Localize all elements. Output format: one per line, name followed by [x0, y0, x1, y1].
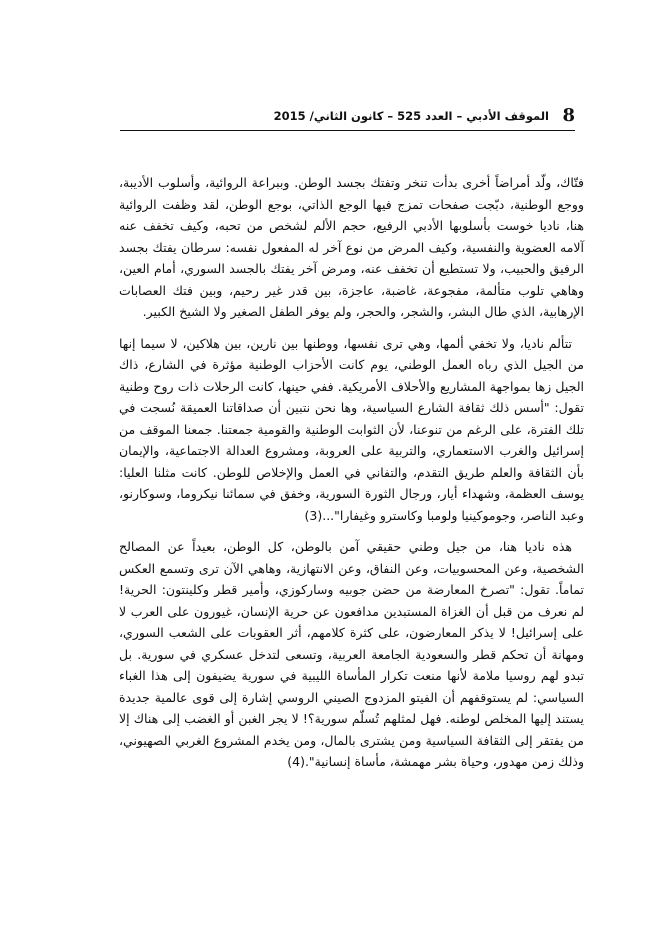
page-header [120, 105, 575, 130]
paragraph-3: هذه ناديا هنا، من جيل وطني حقيقي آمن بالوطن، كل الوطن، بعيداً عن المصالح الشخصية، وعن المحسوبيات، وعن النفاق، وعن الانتهازية، وهاهي الآن ترى وتسمع العكس تماماً. تقول: "تصرخ المعارضة من حضن جوبيه وساركوزي، وأمير قطر وكلينتون: الحرية! لم نعرف من قبل أن الغزاة المستبدين مدافعون عن حرية الإنسان، غيورون على العرب لا على إسرائيل! لا يذكر المعارضون، على كثرة كلامهم، أثر العقوبات على الشعب السوري، ومهانة أن تحكم قطر والسعودية الجامعة العربية، وتسعى لتدخل عسكري في سورية. بل تبدو لهم روسيا ملامة لأنها منعت تكرار المأساة الليبية في سورية يضيفون إلى هذا الغباء السياسي: لم يستوقفهم أن الفيتو المزدوج الصيني الروسي إشارة إلى قوى عالمية جديدة يستند إليها المخلص لوطنه. فهل لمثلهم تُسلّم سورية؟! لا يجر الغبن أو الغضب إلى هناك إلا من يفتقر إلى الثقافة السياسية ومن يشترى بالمال، ومن يخدم المشروع الغربي الصهيوني، وذلك زمن مهدور، وحياة بشر مهمشة، مأساة إنسانية".(4) [119, 539, 584, 769]
paragraph-1: فتّاك، ولّد أمراضاً أخرى بدأت تنخر وتفتك بجسد الوطن. وببراعة الروائية، وأسلوب الأديبة، ووجع الوطنية، دبّجت صفحات تمزج فيها الوجع الذاتي، بوجع الوطن، لقد وظفت الروائية هنا، ناديا خوست بأسلوبها الأدبي الرفيع، حجم الألم لشخص من تحبه، وكيف تخفف عنه آلامه العضوية والنفسية، وكيف المرض من نوع آخر له المفعول نفسه: سرطان يفتك بجسد الرفيق والحبيب، ولا تستطيع أن تخفف عنه، ومرض آخر يفتك بالجسد السوري، أمام العين، وهاهي تلوب متألمة، مفجوعة، غاضبة، عاجزة، بين قدر غير رحيم، وبين فتك العصابات الإرهابية، الذي طال البشر، والشجر، والحجر، ولم يوفر الطفل الصغير ولا الشيخ الكبير. [119, 175, 584, 319]
article-body [119, 172, 584, 783]
header-rule [120, 130, 575, 131]
running-head: الموقف الأدبي – العدد 525 – كانون الثاني/ 2015 [273, 109, 549, 123]
page-number: 8 [562, 105, 575, 126]
paragraph-2: تتألم ناديا، ولا تخفي ألمها، وهي ترى نفسها، ووطنها بين نارين، بين هلاكين، لا سيما إنها من الجيل الذي رباه العمل الوطني، يوم كانت الأحزاب الوطنية مؤثرة في الشارع، ذاك الجيل زها بمواجهة المشاريع والأحلاف الأمريكية. ففي حينها، كانت الرحلات ذات روح وطنية تقول: "أسس ذلك ثقافة الشارع السياسية، وها نحن نتبين أن صداقاتنا العميقة نُسجت في تلك الفترة، على الرغم من تنوعنا، لأن الثوابت الوطنية والقومية جمعتنا. جمعنا الموقف من إسرائيل والغرب الاستعماري، والتربية على العروبة، ومشروع العدالة الاجتماعية، والإيمان بأن الثقافة والعلم طريق التقدم، والتفاني في العمل والإخلاص للوطن. كانت مثلنا العليا: يوسف العظمة، وشهداء أيار، ورجال الثورة السورية، وخفق في سمائنا نيكروما، وسوكارنو، وعبد الناصر، وجوموكينيا ولومبا وكاسترو وغيفارا"...(3) [119, 335, 584, 523]
